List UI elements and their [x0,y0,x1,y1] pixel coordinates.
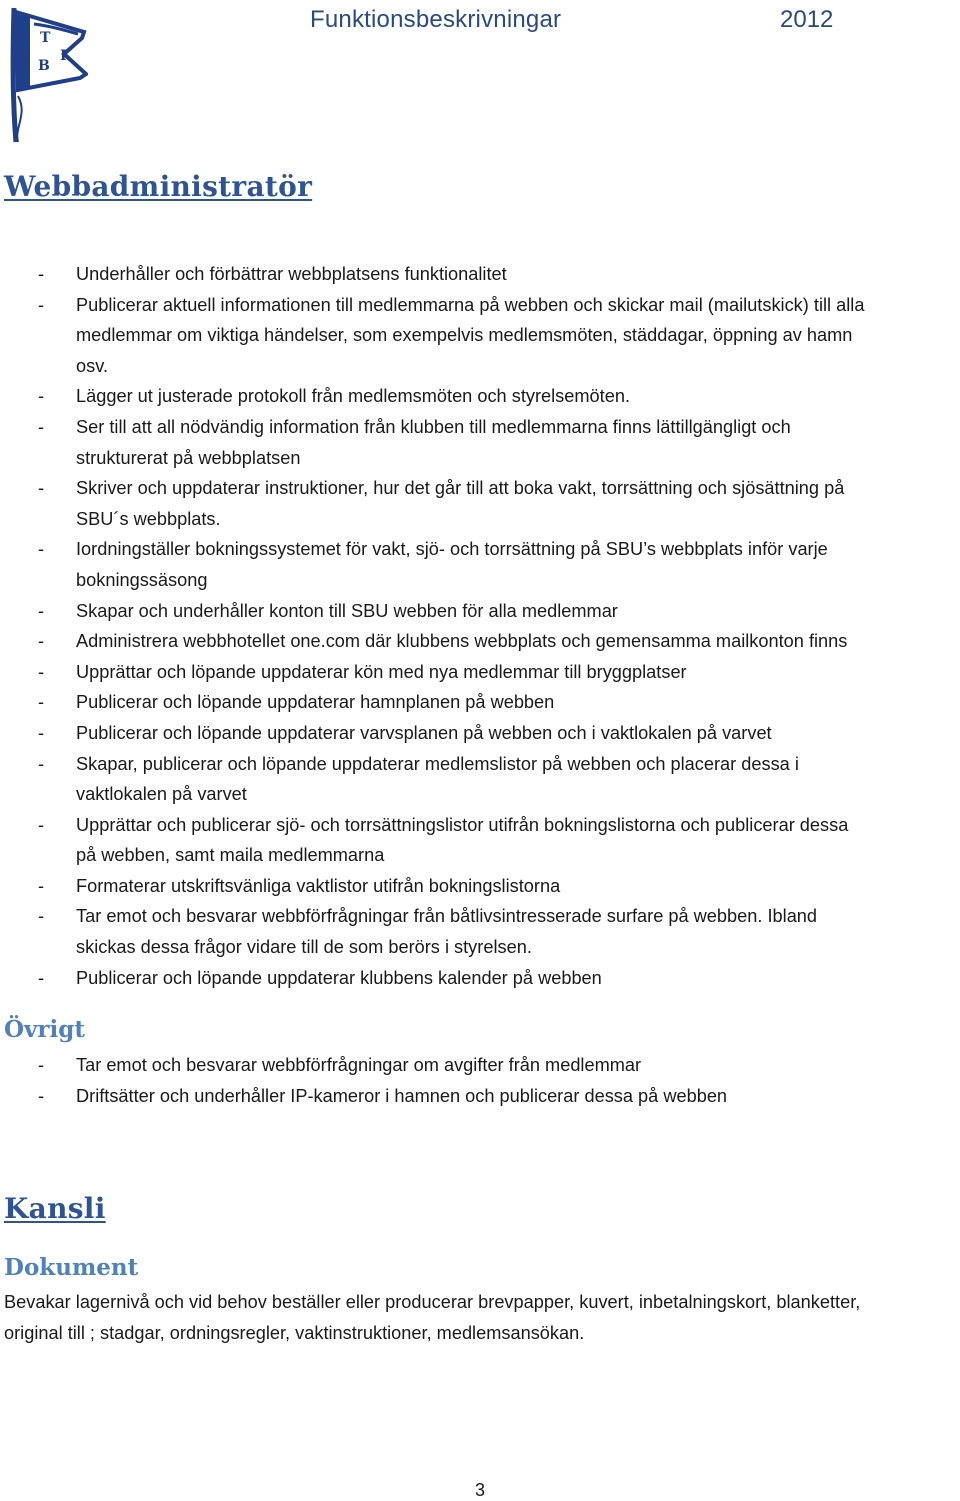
list-item: - Tar emot och besvarar webbförfrågningar om avgifter från medlemmar [38,1055,642,1075]
list-item: - Administrera webbhotellet one.com där klubbens webbplats och gemensamma mailkonton finns [38,631,848,652]
list-item: - Tar emot och besvarar webbförfrågningar från båtlivsintresserade surfare på webben. Ibland skickas dessa frågor vidare till de som berörs i styrelsen. [38,906,818,958]
list-item: - Publicerar aktuell informationen till medlemmarna på webben och skickar mail (mailutskick) till alla medlemmar om viktiga händelser, som exempelvis medlemsmöten, städdagar, öppning av hamn osv. [38,294,865,376]
heading-dokument: Dokument [4,1254,139,1281]
list-item: - Iordningställer bokningssystemet för vakt, sjö- och torrsättning på SBU’s webbplats inför varje bokningssäsong [38,539,828,590]
webbadmin-list [38,259,958,993]
ovrigt-list [38,1050,958,1111]
header-year: 2012 [780,6,834,33]
club-logo [4,4,88,144]
kansli-paragraph: Bevakar lagernivå och vid behov beställer eller producerar brevpapper, kuvert, inbetalningskort, blanketter, original till ; stadgar, ordningsregler, vaktinstruktioner, medlemsansökan. [4,1292,861,1343]
page-number: 3 [474,1480,485,1500]
list-item: - Formaterar utskriftsvänliga vaktlistor utifrån bokningslistorna [38,875,561,896]
heading-kansli: Kansli [4,1192,106,1225]
list-item: - Upprättar och löpande uppdaterar kön med nya medlemmar till bryggplatser [38,661,687,682]
list-item: - Skapar och underhåller konton till SBU webben för alla medlemmar [38,600,618,621]
logo-letter-k: K [60,48,73,64]
list-item: - Publicerar och löpande uppdaterar varvsplanen på webben och i vaktlokalen på varvet [38,722,772,743]
list-item: - Skriver och uppdaterar instruktioner, hur det går till att boka vakt, torrsättning och sjösättning på SBU´s webbplats. [38,478,845,529]
list-item: - Ser till att all nödvändig information från klubben till medlemmarna finns lättillgängligt och strukturerat på webbplatsen [38,416,791,468]
heading-webbadministrator: Webbadministratör [4,170,313,203]
list-item: - Lägger ut justerade protokoll från medlemsmöten och styrelsemöten. [38,386,630,407]
list-item: - Upprättar och publicerar sjö- och torrsättningslistor utifrån bokningslistorna och publicerar dessa på webben, samt maila medlemmarna [38,814,849,866]
header-title: Funktionsbeskrivningar [310,6,562,33]
list-item: - Publicerar och löpande uppdaterar hamnplanen på webben [38,692,555,713]
list-item: - Skapar, publicerar och löpande uppdaterar medlemslistor på webben och placerar dessa i vaktlokalen på varvet [38,753,799,805]
logo-letter-t: T [40,30,51,46]
logo-letter-b: B [38,58,50,74]
list-item: - Publicerar och löpande uppdaterar klubbens kalender på webben [38,967,602,988]
heading-ovrigt: Övrigt [4,1016,85,1043]
list-item: - Driftsätter och underhåller IP-kameror i hamnen och publicerar dessa på webben [38,1085,728,1106]
list-item: - Underhåller och förbättrar webbplatsens funktionalitet [38,264,507,284]
